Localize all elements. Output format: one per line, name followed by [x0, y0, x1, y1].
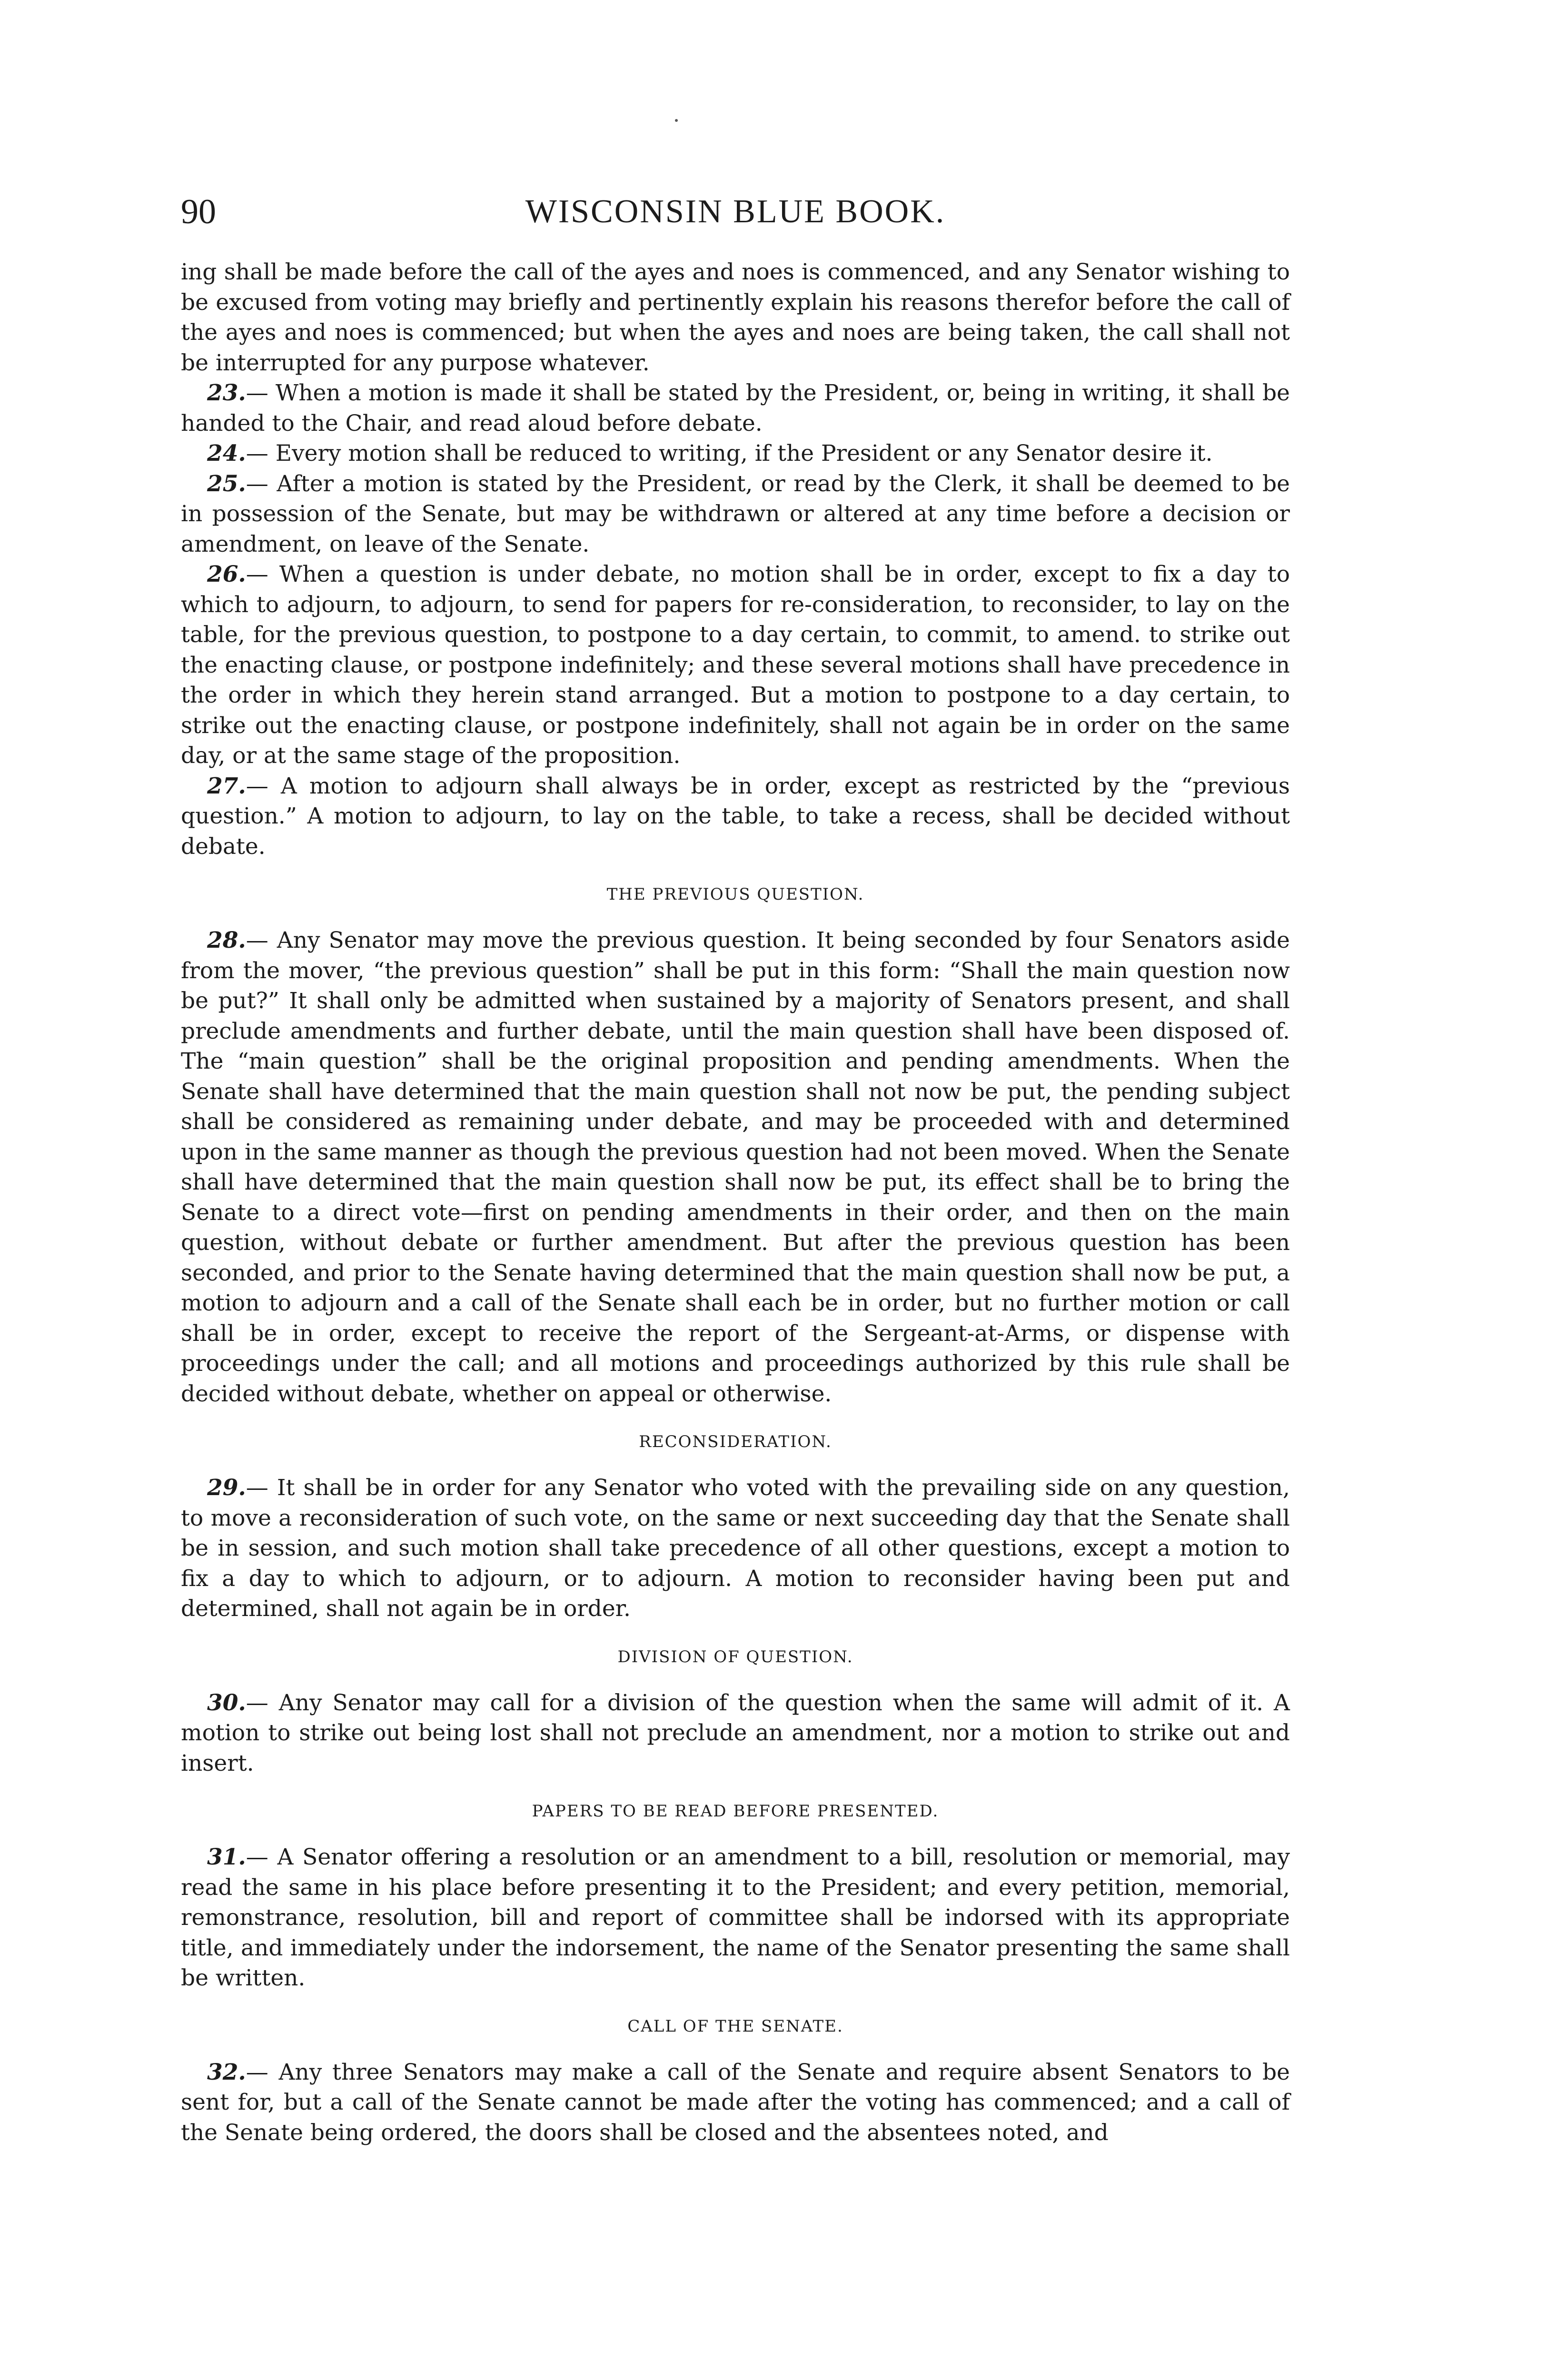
page-number: 90 — [181, 192, 216, 231]
rule-text: — Any Senator may call for a division of the question when the same will admit of it. A motion to strike out being lost shall not preclude an amendment, nor a motion to strike out and insert. — [181, 1689, 1290, 1776]
rule-27 — [181, 771, 1290, 862]
rule-text: — It shall be in order for any Senator who voted with the prevailing side on any question, to move a reconsideration of such vote, on the same or next succeeding day that the Senate shall be in session, and such motion shall take precedence of all other questions, except a motion to fix a day to which to adjourn, or to adjourn. A motion to reconsider having been put and determined, shall not again be in order. — [181, 1475, 1290, 1622]
rule-number: 27. — [207, 773, 246, 799]
continuation-paragraph: ing shall be made before the call of the ayes and noes is commenced, and any Senator wishing to be excused from voting may briefly and pertinently explain his reasons therefor before the call of the ayes and noes is commenced; but when the ayes and noes are being taken, the call shall not be interrupted for any purpose whatever. — [181, 259, 1290, 376]
section-heading-division-of-question: DIVISION OF QUESTION. — [617, 1647, 853, 1666]
section-heading-papers-to-be-read: PAPERS TO BE READ BEFORE PRESENTED. — [532, 1802, 939, 1821]
rule-number: 28. — [207, 927, 246, 953]
rule-text: — When a question is under debate, no motion shall be in order, except to fix a day to which to adjourn, to adjourn, to send for papers for re-consideration, to reconsider, to lay on the table, for the previous question, to postpone to a day certain, to commit, to amend. to strike out the enacting clause, or postpone indefinitely; and these several motions shall have precedence in the order in which they herein stand arranged. But a motion to postpone to a day certain, to strike out the enacting clause, or postpone indefinitely, shall not again be in order on the same day, or at the same stage of the proposition. — [181, 561, 1290, 769]
rule-number: 29. — [207, 1475, 246, 1501]
section-heading-previous-question: THE PREVIOUS QUESTION. — [606, 885, 864, 904]
rule-text: — When a motion is made it shall be stated by the President, or, being in writing, it shall be handed to the Chair, and read aloud before debate. — [181, 380, 1290, 436]
rule-text: — A motion to adjourn shall always be in order, except as restricted by the “previous question.” A motion to adjourn, to lay on the table, to take a recess, shall be decided without debate. — [181, 773, 1290, 860]
rule-number: 24. — [207, 440, 246, 466]
rule-25 — [181, 469, 1290, 560]
rule-text: — A Senator offering a resolution or an amendment to a bill, resolution or memorial, may read the same in his place before presenting it to the President; and every petition, memorial, remonstrance, resolution, bill and report of committee shall be indorsed with its appropriate title, and immediately under the indorsement, the name of the Senator presenting the same shall be written. — [181, 1844, 1290, 1991]
rule-number: 23. — [207, 380, 246, 406]
rule-24 — [181, 438, 1290, 469]
rule-text: — Any Senator may move the previous question. It being seconded by four Senators aside from the mover, “the previous question” shall be put in this form: “Shall the main question now be put?” It shall only be admitted when sustained by a majority of Senators present, and shall preclude amendments and further debate, until the main question shall have been disposed of. The “main question” shall be the original proposition and pending amendments. When the Senate shall have determined that the main question shall not now be put, the pending subject shall be considered as remaining under debate, and may be proceeded with and determined upon in the same manner as though the previous question had not been moved. When the Senate shall have determined that the main question shall now be put, its effect shall be to bring the Senate to a direct vote—first on pending amendments in their order, and then on the main question, without debate or further amendment. But after the previous question has been seconded, and prior to the Senate having determined that the main question shall now be put, a motion to adjourn and a call of the Senate shall each be in order, but no further motion or call shall be in order, except to receive the report of the Sergeant-at-Arms, or dispense with proceedings under the call; and all motions and proceedings authorized by this rule shall be decided without debate, whether on appeal or otherwise. — [181, 927, 1290, 1407]
rule-30 — [181, 1688, 1290, 1779]
rule-number: 31. — [207, 1844, 246, 1870]
rule-text: — Every motion shall be reduced to writing, if the President or any Senator desire it. — [246, 440, 1213, 466]
book-title: WISCONSIN BLUE BOOK. — [525, 193, 946, 230]
print-speck — [675, 119, 678, 122]
body-text — [181, 257, 1290, 2148]
rule-number: 26. — [207, 561, 246, 587]
rule-32 — [181, 2057, 1290, 2148]
rule-28 — [181, 925, 1290, 1409]
rule-29 — [181, 1473, 1290, 1624]
rule-text: — Any three Senators may make a call of the Senate and require absent Senators to be sent for, but a call of the Senate cannot be made after the voting has commenced; and a call of the Senate being ordered, the doors shall be closed and the absentees noted, and — [181, 2059, 1290, 2146]
rule-number: 32. — [207, 2059, 246, 2085]
rule-text: — After a motion is stated by the President, or read by the Clerk, it shall be deemed to be in possession of the Senate, but may be withdrawn or altered at any time before a decision or amendment, on leave of the Senate. — [181, 470, 1290, 557]
rule-31 — [181, 1842, 1290, 1993]
rule-26 — [181, 559, 1290, 771]
running-head — [181, 190, 1290, 233]
section-heading-call-of-the-senate: CALL OF THE SENATE. — [627, 2016, 843, 2036]
rule-23 — [181, 378, 1290, 438]
section-heading-reconsideration: RECONSIDERATION. — [639, 1432, 832, 1451]
rule-number: 25. — [207, 470, 246, 497]
rule-number: 30. — [207, 1689, 246, 1716]
